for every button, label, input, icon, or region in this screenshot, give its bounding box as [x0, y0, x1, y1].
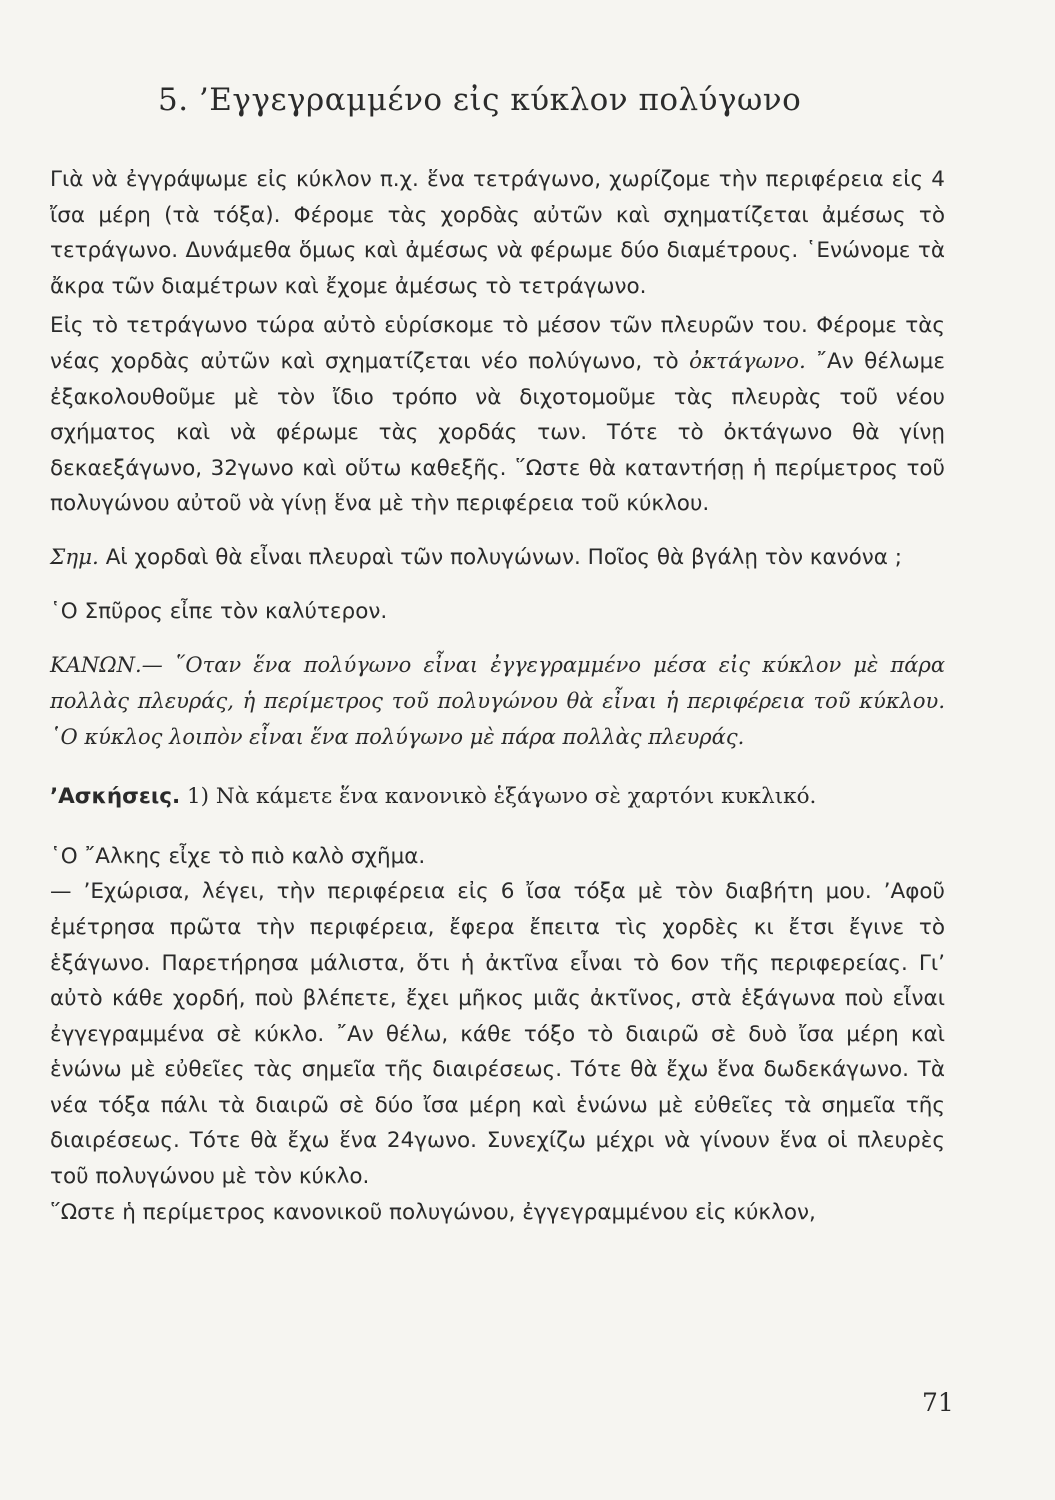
page-number: 71: [922, 1388, 954, 1417]
exercises-text: 1) Νὰ κάμετε ἕνα κανονικὸ ἑξάγωνο σὲ χαρτόνι κυκλικό.: [180, 784, 817, 810]
section-title: 5. ’Εγγεγραμμένο εἰς κύκλον πολύγωνο: [158, 82, 802, 118]
paragraph-alkis: ῾Ο ῎Αλκης εἶχε τὸ πιὸ καλὸ σχῆμα.: [50, 843, 426, 869]
paragraph-octagon: [50, 308, 945, 522]
paragraph-last: ῞Ωστε ἡ περίμετρος κανονικοῦ πολυγώνου, ἐγγεγραμμένου εἰς κύκλον,: [50, 1199, 816, 1225]
body-text: [50, 162, 945, 1230]
exercises-label: ’Ασκήσεις.: [50, 784, 181, 810]
paragraph-dialogue: — ’Εχώρισα, λέγει, τὴν περιφέρεια εἰς 6 ἴσα τόξα μὲ τὸν διαβήτη μου. ’Αφοῦ ἐμέτρησα πρῶτα τὴν περιφέρεια, ἔφερα ἔπειτα τὶς χορδὲς κι ἔτσι ἔγινε τὸ ἑξάγωνο. Παρετήρησα μάλιστα, ὅτι ἡ ἀκτῖνα εἶναι τὸ 6ον τῆς περιφερείας. Γι’ αὐτὸ κάθε χορδή, ποὺ βλέπετε, ἔχει μῆκος μιᾶς ἀκτῖνος, στὰ ἑξάγωνα ποὺ εἶναι ἐγγεγραμμένα σὲ κύκλο. ῎Αν θέλω, κάθε τόξο τὸ διαιρῶ σὲ δυὸ ἴσα μέρη καὶ ἑνώνω μὲ εὐθεῖες τὰς σημεῖα τῆς διαιρέσεως. Τότε θὰ ἔχω ἕνα δωδεκάγωνο. Τὰ νέα τόξα πάλι τὰ διαιρῶ σὲ δύο ἴσα μέρη καὶ ἑνώνω μὲ εὐθεῖες τὰ σημεῖα τῆς διαιρέσεως. Τότε θὰ ἔχω ἕνα 24γωνο. Συνεχίζω μέχρι νὰ γίνουν ἕνα οἱ πλευρὲς τοῦ πολυγώνου μὲ τὸν κύκλο.: [50, 879, 945, 1190]
paragraph-inscribing-square: Γιὰ νὰ ἐγγράψωμε εἰς κύκλον π.χ. ἕνα τετράγωνο, χωρίζομε τὴν περιφέρεια εἰς 4 ἴσα μέρη (τὰ τόξα). Φέρομε τὰς χορδὰς αὐτῶν καὶ σχηματίζεται ἀμέσως τὸ τετράγωνο. Δυνάμεθα ὅμως καὶ ἀμέσως νὰ φέρωμε δύο διαμέτρους. ῾Ενώνομε τὰ ἄκρα τῶν διαμέτρων καὶ ἔχομε ἀμέσως τὸ τετράγωνο.: [50, 167, 945, 299]
paragraph-octagon-start: Εἰς τὸ τετράγωνο τώρα αὐτὸ εὑρίσκομε τὸ μέσον τῶν πλευρῶν του. Φέρομε τὰς νέας χορδὰς αὐτῶν καὶ σχηματίζεται νέο πολύγωνο, τὸ: [50, 313, 945, 374]
octagon-term: ὀκτάγωνο.: [689, 348, 806, 374]
paragraph-spyros: ῾Ο Σπῦρος εἶπε τὸν καλύτερον.: [50, 598, 388, 624]
paragraph-octagon-end: ῎Αν θέλωμε ἐξακολουθοῦμε μὲ τὸν ἴδιο τρόπο νὰ διχοτομοῦμε τὰς πλευρὰς τοῦ νέου σχήματος καὶ νὰ φέρωμε τὰς χορδάς των. Τότε τὸ ὀκτάγωνο θὰ γίνῃ δεκαεξάγωνο, 32γωνο καὶ οὕτω καθεξῆς. ῞Ωστε θὰ καταντήσῃ ἡ περίμετρος τοῦ πολυγώνου αὐτοῦ νὰ γίνῃ ἕνα μὲ τὴν περιφέρεια τοῦ κύκλου.: [50, 348, 945, 517]
note-label: Σημ.: [50, 544, 99, 570]
paragraph-exercises: [50, 779, 945, 815]
paragraph-note: [50, 540, 945, 576]
rule-block: ΚΑΝΩΝ.— ῞Οταν ἕνα πολύγωνο εἶναι ἐγγεγραμμένο μέσα εἰς κύκλον μὲ πάρα πολλὰς πλευράς, ἡ περίμετρος τοῦ πολυγώνου θὰ εἶναι ἡ περιφέρεια τοῦ κύκλου. ῾Ο κύκλος λοιπὸν εἶναι ἕνα πολύγωνο μὲ πάρα πολλὰς πλευράς.: [50, 653, 945, 750]
note-text: Αἱ χορδαὶ θὰ εἶναι πλευραὶ τῶν πολυγώνων. Ποῖος θὰ βγάλῃ τὸν κανόνα ;: [98, 544, 903, 570]
